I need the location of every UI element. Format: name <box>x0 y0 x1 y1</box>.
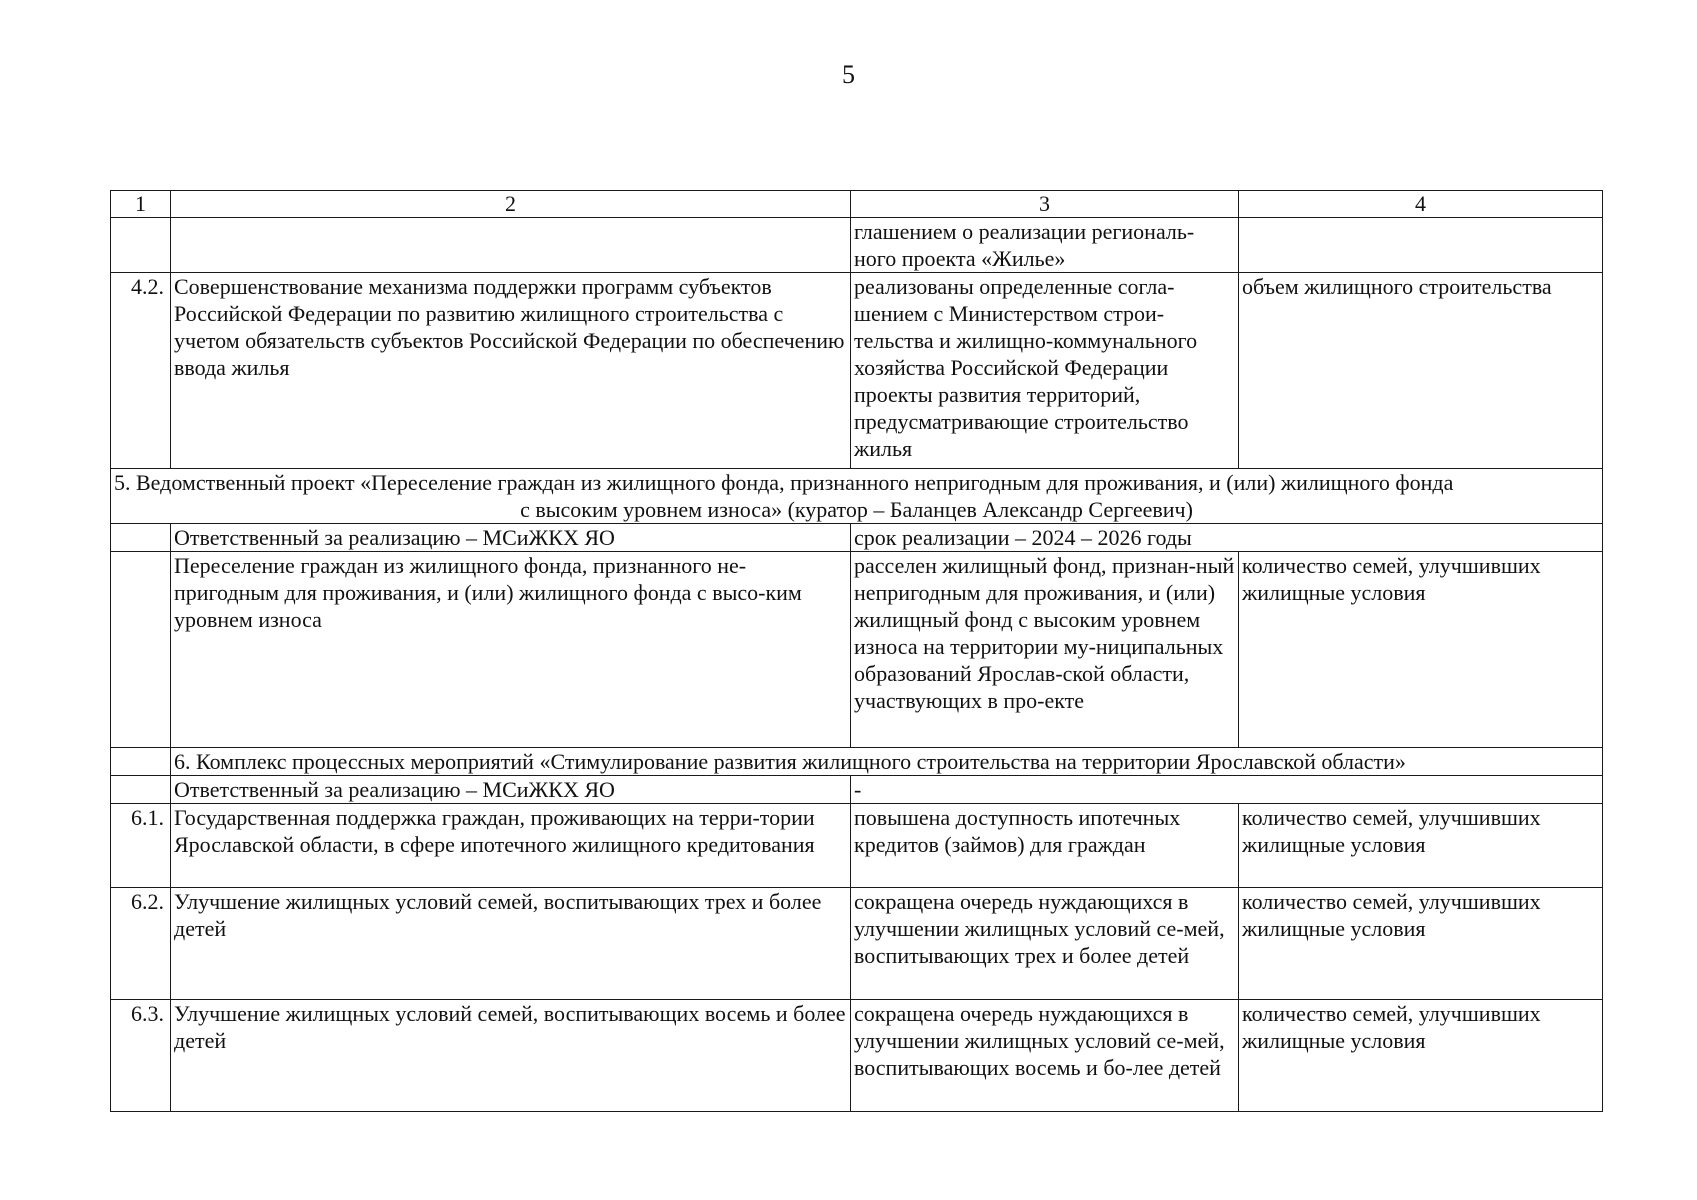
section-5-term: срок реализации – 2024 – 2026 годы <box>851 524 1603 552</box>
row-result: сокращена очередь нуждающихся в улучшении жилищных условий се-мей, воспитывающих трех и более детей <box>851 888 1239 1000</box>
header-col-2: 2 <box>171 191 851 218</box>
section-5-title <box>111 469 1603 524</box>
row-result: реализованы определенные согла-шением с Министерством строи-тельства и жилищно-коммунального хозяйства Российской Федерации проекты развития территорий, предусматривающие строительство жилья <box>851 273 1239 469</box>
row-result: сокращена очередь нуждающихся в улучшении жилищных условий се-мей, воспитывающих восемь и бо-лее детей <box>851 1000 1239 1112</box>
header-col-1: 1 <box>111 191 171 218</box>
program-table <box>110 190 1603 1112</box>
row-result: глашением о реализации региональ-ного проекта «Жилье» <box>851 218 1239 273</box>
section-5-responsible-row <box>111 524 1603 552</box>
section-6-responsible-row <box>111 776 1603 804</box>
table-row <box>111 804 1603 888</box>
table-row <box>111 552 1603 748</box>
row-task: Улучшение жилищных условий семей, воспитывающих восемь и более детей <box>171 1000 851 1112</box>
row-indicator: количество семей, улучшивших жилищные условия <box>1239 552 1603 748</box>
row-result: повышена доступность ипотечных кредитов (займов) для граждан <box>851 804 1239 888</box>
row-task: Улучшение жилищных условий семей, воспитывающих трех и более детей <box>171 888 851 1000</box>
row-number: 6.1. <box>111 804 171 888</box>
header-row <box>111 191 1603 218</box>
row-number <box>111 748 171 776</box>
row-indicator <box>1239 218 1603 273</box>
row-indicator: объем жилищного строительства <box>1239 273 1603 469</box>
row-indicator: количество семей, улучшивших жилищные условия <box>1239 804 1603 888</box>
row-number: 4.2. <box>111 273 171 469</box>
row-task: Переселение граждан из жилищного фонда, признанного не-пригодным для проживания, и (или) жилищного фонда с высо-ким уровнем износа <box>171 552 851 748</box>
section-6-title-row <box>111 748 1603 776</box>
row-number <box>111 552 171 748</box>
row-task: Совершенствование механизма поддержки программ субъектов Российской Федерации по развитию жилищного строительства с учетом обязательств субъектов Российской Федерации по обеспечению ввода жилья <box>171 273 851 469</box>
row-number <box>111 218 171 273</box>
row-number: 6.3. <box>111 1000 171 1112</box>
section-5-title-line-1: 5. Ведомственный проект «Переселение граждан из жилищного фонда, признанного непригодным для проживания, и (или) жилищного фонда <box>114 470 1454 495</box>
row-number <box>111 776 171 804</box>
row-number <box>111 524 171 552</box>
header-col-4: 4 <box>1239 191 1603 218</box>
row-indicator: количество семей, улучшивших жилищные условия <box>1239 888 1603 1000</box>
row-task <box>171 218 851 273</box>
table-row <box>111 1000 1603 1112</box>
section-5-responsible: Ответственный за реализацию – МСиЖКХ ЯО <box>171 524 851 552</box>
table-row <box>111 218 1603 273</box>
page-number: 5 <box>842 60 855 89</box>
table-row <box>111 888 1603 1000</box>
section-6-term: - <box>851 776 1603 804</box>
section-6-responsible: Ответственный за реализацию – МСиЖКХ ЯО <box>171 776 851 804</box>
row-result: расселен жилищный фонд, признан-ный непригодным для проживания, и (или) жилищный фонд с высоким уровнем износа на территории му-ниципальных образований Ярослав-ской области, участвующих в про-екте <box>851 552 1239 748</box>
row-number: 6.2. <box>111 888 171 1000</box>
section-5-title-line-2: с высоким уровнем износа» (куратор – Баланцев Александр Сергеевич) <box>520 497 1193 522</box>
section-5-title-row <box>111 469 1603 524</box>
header-col-3: 3 <box>851 191 1239 218</box>
table-row <box>111 273 1603 469</box>
section-6-title: 6. Комплекс процессных мероприятий «Стимулирование развития жилищного строительства на территории Ярославской области» <box>171 748 1603 776</box>
row-task: Государственная поддержка граждан, проживающих на терри-тории Ярославской области, в сфере ипотечного жилищного кредитования <box>171 804 851 888</box>
row-indicator: количество семей, улучшивших жилищные условия <box>1239 1000 1603 1112</box>
